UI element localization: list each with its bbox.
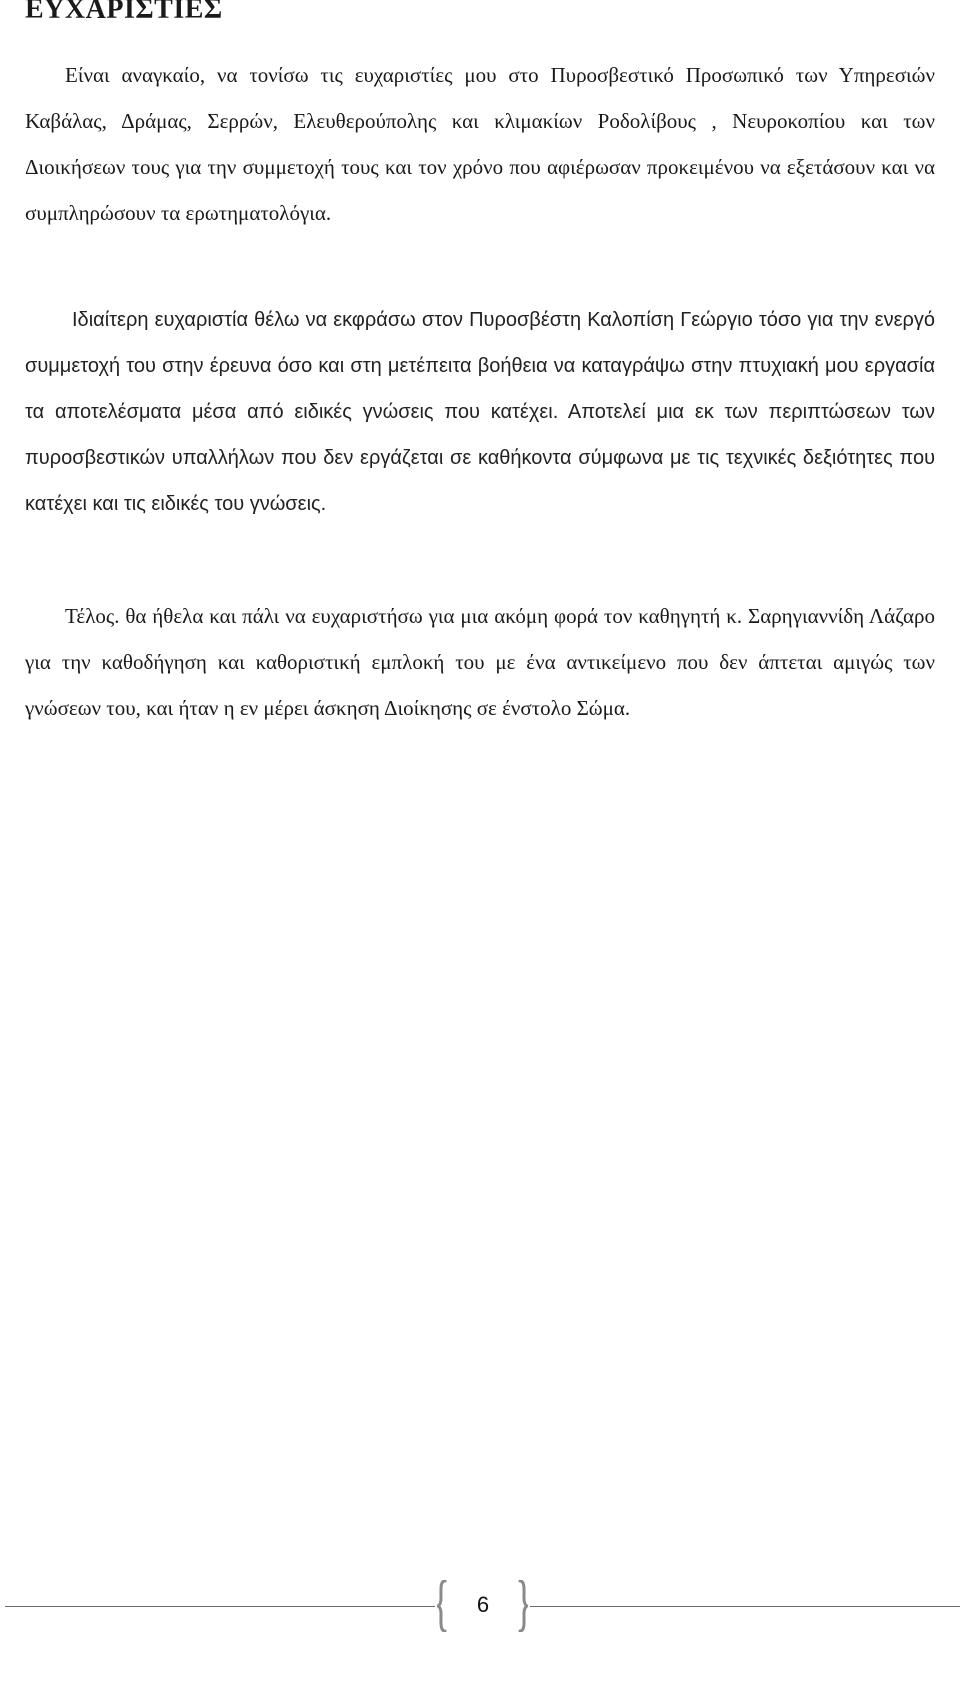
paragraph-acknowledgement-professor: Τέλος. θα ήθελα και πάλι να ευχαριστήσω για μια ακόμη φορά τον καθηγητή κ. Σαρηγιαννίδη Λάζαρο για την καθοδήγηση και καθοριστική εμπλοκή του με ένα αντικείμενο που δεν άπτεται αμιγώς των γνώσεων του, και ήταν η εν μέρει άσκηση Διοίκησης σε ένστολο Σώμα. bbox=[25, 604, 935, 720]
paragraph-acknowledgement-staff: Είναι αναγκαίο, να τονίσω τις ευχαριστίες μου στο Πυροσβεστικό Προσωπικό των Υπηρεσιών Καβάλας, Δράμας, Σερρών, Ελευθερούπολης και κλιμακίων Ροδολίβους , Νευροκοπίου και των Διοικήσεων τους για την συμμετοχή τους και τον χρόνο που αφιέρωσαν προκειμένου να εξετάσουν και να συμπληρώσουν τα ερωτηματολόγια. bbox=[25, 63, 935, 225]
footer-rule-left bbox=[5, 1606, 435, 1607]
paragraph-acknowledgement-firefighter: Ιδιαίτερη ευχαριστία θέλω να εκφράσω στον Πυροσβέστη Καλοπίση Γεώργιο τόσο για την ενεργό συμμετοχή του στην έρευνα όσο και στη μετέπειτα βοήθεια να καταγράψω στην πτυχιακή μου εργασία τα αποτελέσματα μέσα από ειδικές γνώσεις που κατέχει. Αποτελεί μια εκ των περιπτώσεων των πυροσβεστικών υπαλλήλων που δεν εργάζεται σε καθήκοντα σύμφωνα με τις τεχνικές δεξιότητες που κατέχει και τις ειδικές του γνώσεις. bbox=[25, 309, 935, 515]
page-number: 6 bbox=[476, 1592, 490, 1617]
footer-rule-right bbox=[530, 1606, 960, 1607]
left-bracket-icon bbox=[437, 1580, 447, 1632]
right-bracket-icon bbox=[518, 1580, 528, 1632]
page-heading: ΕΥΧΑΡΙΣΤΙΕΣ bbox=[25, 0, 223, 25]
